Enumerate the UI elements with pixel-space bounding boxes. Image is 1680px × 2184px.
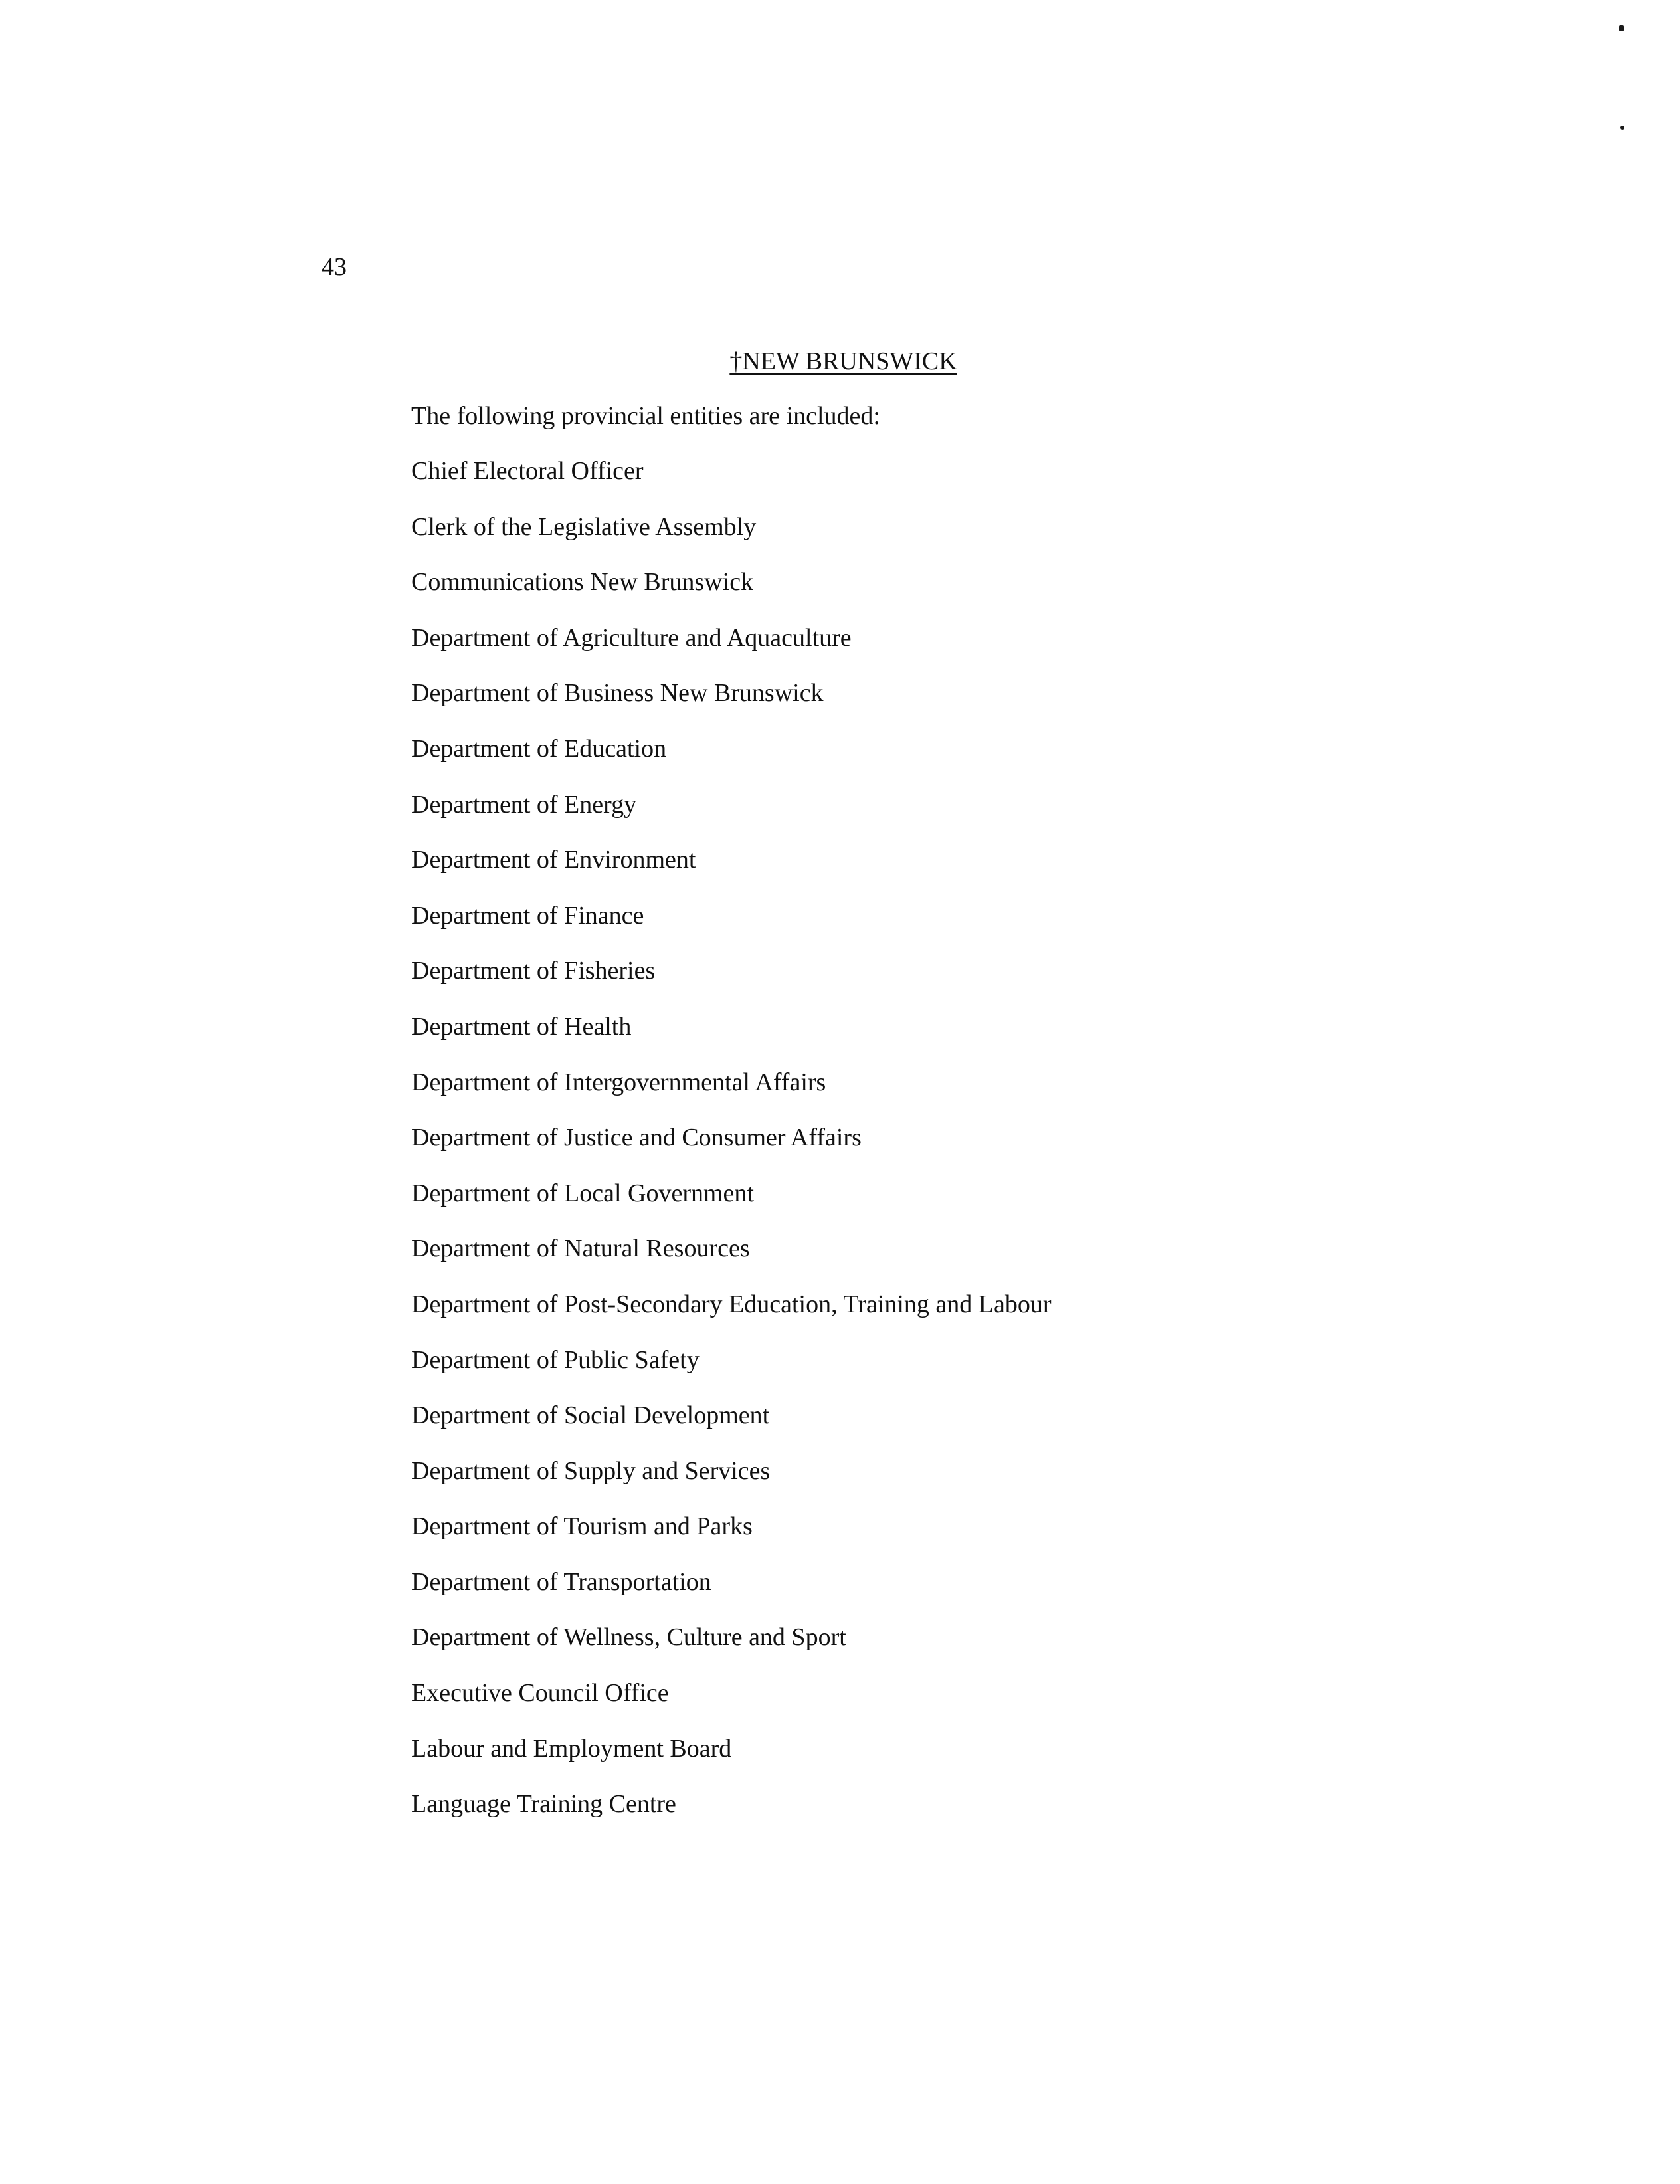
entity-item: Clerk of the Legislative Assembly [411,512,757,541]
section-heading-text: †NEW BRUNSWICK [729,347,957,375]
entity-item: Department of Fisheries [411,957,656,985]
entity-item: Department of Wellness, Culture and Sport [411,1623,846,1652]
intro-text: The following provincial entities are included: [411,402,880,430]
entity-item: Department of Public Safety [411,1345,700,1374]
entity-item: Department of Agriculture and Aquaculture [411,623,852,652]
entity-item: Department of Justice and Consumer Affairs [411,1124,862,1152]
entity-item: Department of Health [411,1012,632,1041]
entity-item: Department of Intergovernmental Affairs [411,1068,826,1096]
section-heading [0,349,1680,374]
entity-item: Chief Electoral Officer [411,457,644,485]
entity-item: Department of Environment [411,846,696,874]
entity-item: Department of Social Development [411,1401,770,1430]
entity-item: Department of Energy [411,790,637,819]
entity-item: Department of Business New Brunswick [411,679,824,708]
entity-item: Department of Supply and Services [411,1456,771,1485]
entity-item: Department of Post-Secondary Education, Training and Labour [411,1290,1052,1318]
entity-item: Labour and Employment Board [411,1734,732,1763]
entity-item: Department of Education [411,734,667,763]
page-number: 43 [322,253,347,281]
scan-speck [1619,25,1624,31]
entity-item: Department of Local Government [411,1179,754,1207]
entity-list [411,458,1052,1847]
entity-item: Language Training Centre [411,1790,676,1819]
entity-item: Executive Council Office [411,1679,669,1708]
entity-item: Department of Tourism and Parks [411,1512,753,1541]
entity-item: Department of Finance [411,901,644,930]
entity-item: Communications New Brunswick [411,568,754,597]
scan-speck [1620,126,1624,130]
entity-item: Department of Natural Resources [411,1235,750,1263]
entity-item: Department of Transportation [411,1567,711,1596]
